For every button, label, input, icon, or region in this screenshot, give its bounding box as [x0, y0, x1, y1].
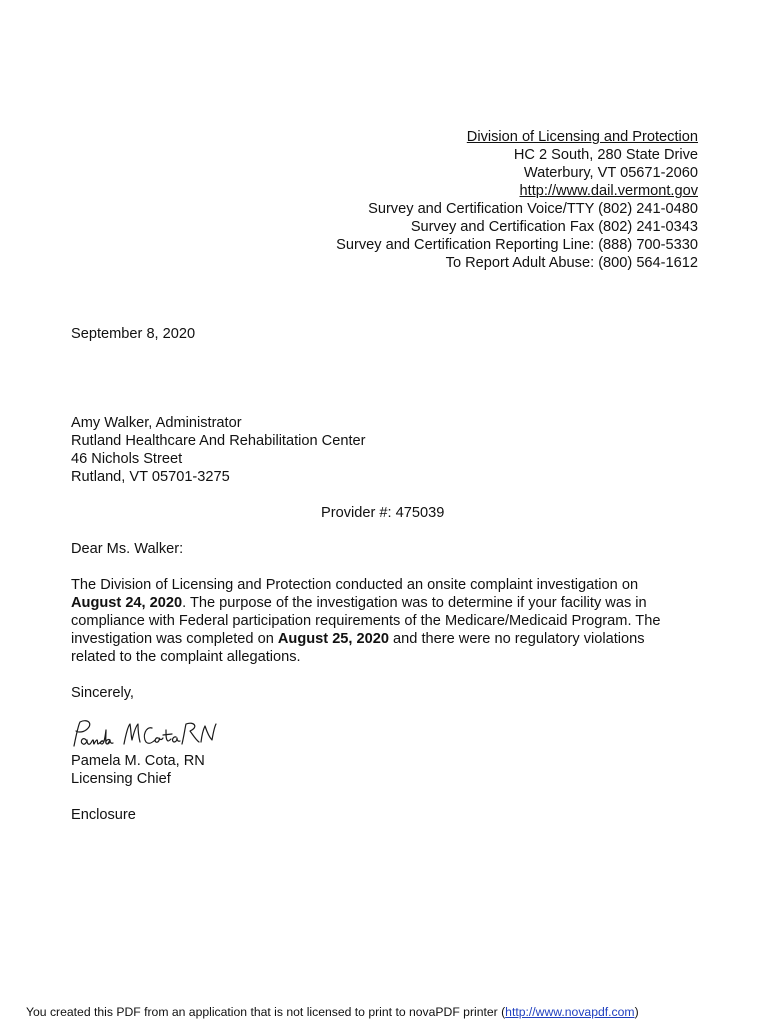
novapdf-link[interactable]: http://www.novapdf.com — [505, 1005, 635, 1019]
body-line-1: The Division of Licensing and Protection conducted an onsite complaint investigation on — [71, 577, 639, 593]
recipient-name: Amy Walker, Administrator — [71, 415, 242, 431]
closing: Sincerely, — [71, 685, 134, 701]
body-line-3: compliance with Federal participation requirements of the Medicare/Medicaid Program. The — [71, 613, 661, 629]
recipient-street: 46 Nichols Street — [71, 451, 183, 467]
website-link[interactable]: http://www.dail.vermont.gov — [519, 183, 698, 199]
body-line-5: related to the complaint allegations. — [71, 649, 301, 665]
body-line-4 — [71, 630, 711, 648]
salutation: Dear Ms. Walker: — [71, 541, 184, 557]
enclosure-note: Enclosure — [71, 807, 136, 823]
body-line-4-rest: and there were no regulatory violations — [389, 631, 645, 647]
signer-block — [71, 752, 205, 788]
body-line-2-text: . The purpose of the investigation was to determine if your facility was in — [182, 595, 647, 611]
signer-title: Licensing Chief — [71, 771, 171, 787]
investigation-date: August 24, 2020 — [71, 595, 183, 611]
footer-text: You created this PDF from an application that is not licensed to print to novaPDF printer ( — [26, 1005, 506, 1019]
body-line-2 — [71, 594, 711, 612]
letter-body — [71, 576, 711, 666]
letterhead-address-line1: HC 2 South, 280 State Drive — [513, 147, 698, 163]
adult-abuse-line: To Report Adult Abuse: (800) 564-1612 — [445, 255, 698, 271]
footer-close-paren: ) — [634, 1005, 639, 1019]
letterhead-address-line2: Waterbury, VT 05671-2060 — [523, 165, 698, 181]
recipient-city: Rutland, VT 05701-3275 — [71, 469, 230, 485]
recipient-address — [71, 414, 366, 486]
voice-tty-line: Survey and Certification Voice/TTY (802) 241-0480 — [368, 201, 698, 217]
fax-line: Survey and Certification Fax (802) 241-0343 — [410, 219, 698, 235]
division-name: Division of Licensing and Protection — [466, 129, 698, 145]
provider-number: Provider #: 475039 — [321, 505, 445, 521]
signer-name: Pamela M. Cota, RN — [71, 753, 205, 769]
recipient-facility: Rutland Healthcare And Rehabilitation Center — [71, 433, 366, 449]
reporting-line: Survey and Certification Reporting Line: (888) 700-5330 — [336, 237, 698, 253]
pdf-footer-notice — [26, 1005, 639, 1020]
body-line-4-start: investigation was completed on — [71, 631, 278, 647]
completion-date: August 25, 2020 — [277, 631, 389, 647]
letterhead — [278, 128, 698, 272]
signature-image — [68, 716, 220, 752]
letter-date: September 8, 2020 — [71, 326, 196, 342]
